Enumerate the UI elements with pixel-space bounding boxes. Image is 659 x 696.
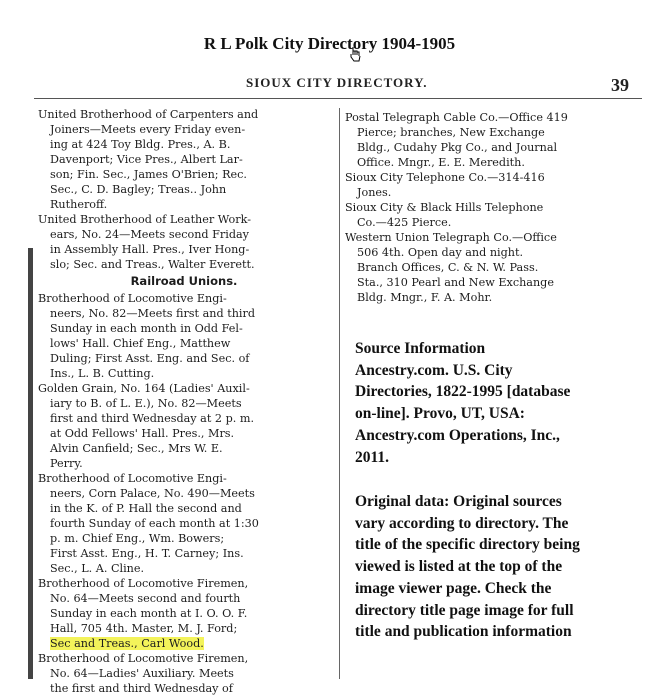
page-number: 39 — [611, 75, 629, 95]
source-line: Source Information — [355, 340, 486, 357]
source-information — [355, 338, 645, 468]
entry-line: United Brotherhood of Leather Work- — [38, 213, 251, 226]
entry-line: No. 64—Ladies' Auxiliary. Meets — [50, 667, 234, 680]
entry-line: Sioux City & Black Hills Telephone — [345, 201, 544, 214]
note-line: image viewer page. Check the — [355, 579, 552, 597]
entry-line: p. m. Chief Eng., Wm. Bowers; — [50, 532, 225, 545]
entry-line: Branch Offices, C. & N. W. Pass. — [357, 261, 539, 274]
entry-line: Western Union Telegraph Co.—Office — [345, 231, 557, 244]
entry-line: ears, No. 24—Meets second Friday — [50, 228, 249, 241]
entry-line: United Brotherhood of Carpenters and — [38, 108, 259, 121]
entry-line: Co.—425 Pierce. — [357, 216, 452, 229]
source-line: Ancestry.com Operations, Inc., — [355, 426, 560, 444]
entry-line: Postal Telegraph Cable Co.—Office 419 — [345, 111, 568, 124]
entry-line: in Assembly Hall. Pres., Iver Hong- — [50, 243, 250, 256]
viewer-title: R L Polk City Directory 1904-1905 — [203, 34, 456, 53]
directory-entry — [38, 381, 330, 471]
entry-line: Sunday in each month at I. O. O. F. — [50, 607, 248, 620]
entry-line: Brotherhood of Locomotive Firemen, — [38, 577, 249, 590]
entry-line: Rutheroff. — [50, 198, 108, 211]
entry-line: neers, No. 82—Meets first and third — [50, 307, 255, 320]
source-line: on-line]. Provo, UT, USA: — [355, 405, 525, 423]
entry-line: Golden Grain, No. 164 (Ladies' Auxil- — [38, 382, 250, 395]
note-line: title of the specific directory being — [355, 536, 580, 554]
entry-line: lows' Hall. Chief Eng., Matthew — [50, 337, 231, 350]
entry-line: Ins., L. B. Cutting. — [50, 367, 155, 380]
directory-entry — [38, 651, 330, 696]
entry-line: neers, Corn Palace, No. 490—Meets — [50, 487, 255, 500]
entry-line: Sta., 310 Pearl and New Exchange — [357, 276, 554, 289]
highlighted-line: Sec and Treas., Carl Wood. — [50, 637, 204, 650]
entry-line: fourth Sunday of each month at 1:30 — [50, 517, 259, 530]
page-edge-shadow — [28, 248, 33, 679]
entry-line: Joiners—Meets every Friday even- — [50, 123, 246, 136]
entry-line: Hall, 705 4th. Master, M. J. Ford; — [50, 622, 238, 635]
entry-line: No. 64—Meets second and fourth — [50, 592, 241, 605]
entry-line: Bldg. Mngr., F. A. Mohr. — [357, 291, 493, 304]
entry-line: Davenport; Vice Pres., Albert Lar- — [50, 153, 243, 166]
section-heading: Railroad Unions. — [130, 274, 238, 288]
right-column — [345, 110, 635, 305]
directory-entry — [38, 107, 330, 212]
entry-line: Duling; First Asst. Eng. and Sec. of — [50, 352, 250, 365]
entry-line: Sec., C. D. Bagley; Treas.. John — [50, 183, 227, 196]
left-column — [38, 107, 330, 696]
entry-line: Sec., L. A. Cline. — [50, 562, 145, 575]
entry-line: the first and third Wednesday of — [50, 682, 233, 695]
directory-entry — [38, 212, 330, 272]
directory-entry — [345, 110, 635, 170]
entry-line: Brotherhood of Locomotive Engi- — [38, 292, 227, 305]
directory-entry — [345, 170, 635, 200]
entry-line: Jones. — [357, 186, 392, 199]
entry-line: Brotherhood of Locomotive Engi- — [38, 472, 227, 485]
note-line: directory title page image for full — [355, 601, 574, 619]
header-rule — [34, 98, 642, 99]
directory-entry — [345, 230, 635, 305]
hand-pointer-icon — [348, 46, 362, 62]
entry-line: first and third Wednesday at 2 p. m. — [50, 412, 255, 425]
note-line: Original data: Original sources — [355, 493, 562, 510]
entry-line: ing at 424 Toy Bldg. Pres., A. B. — [50, 138, 231, 151]
entry-line: Alvin Canfield; Sec., Mrs W. E. — [50, 442, 223, 455]
page-running-header: SIOUX CITY DIRECTORY. — [246, 75, 428, 90]
entry-line: First Asst. Eng., H. T. Carney; Ins. — [50, 547, 244, 560]
entry-line: Bldg., Cudahy Pkg Co., and Journal — [357, 141, 558, 154]
note-line: viewed is listed at the top of the — [355, 558, 563, 576]
entry-line: Sioux City Telephone Co.—314-416 — [345, 171, 545, 184]
entry-line: in the K. of P. Hall the second and — [50, 502, 242, 515]
note-line: vary according to directory. The — [355, 514, 569, 532]
entry-line: Pierce; branches, New Exchange — [357, 126, 545, 139]
source-line: 2011. — [355, 448, 390, 466]
note-line: title and publication information — [355, 623, 572, 641]
entry-line: son; Fin. Sec., James O'Brien; Rec. — [50, 168, 247, 181]
entry-line: 506 4th. Open day and night. — [357, 246, 524, 259]
entry-line: Sunday in each month in Odd Fel- — [50, 322, 243, 335]
entry-line: Perry. — [50, 457, 83, 470]
directory-entry — [345, 200, 635, 230]
source-line: Directories, 1822-1995 [database — [355, 383, 571, 401]
directory-entry-firemen — [38, 576, 330, 651]
entry-line: slo; Sec. and Treas., Walter Everett. — [50, 258, 255, 271]
source-line: Ancestry.com. U.S. City — [355, 361, 513, 379]
entry-line: Brotherhood of Locomotive Firemen, — [38, 652, 249, 665]
entry-line: at Odd Fellows' Hall. Pres., Mrs. — [50, 427, 235, 440]
entry-line: iary to B. of L. E.), No. 82—Meets — [50, 397, 242, 410]
column-divider — [339, 108, 340, 679]
original-data-note — [355, 491, 645, 643]
directory-entry — [38, 471, 330, 576]
entry-line: Office. Mngr., E. E. Meredith. — [357, 156, 525, 169]
directory-entry — [38, 291, 330, 381]
